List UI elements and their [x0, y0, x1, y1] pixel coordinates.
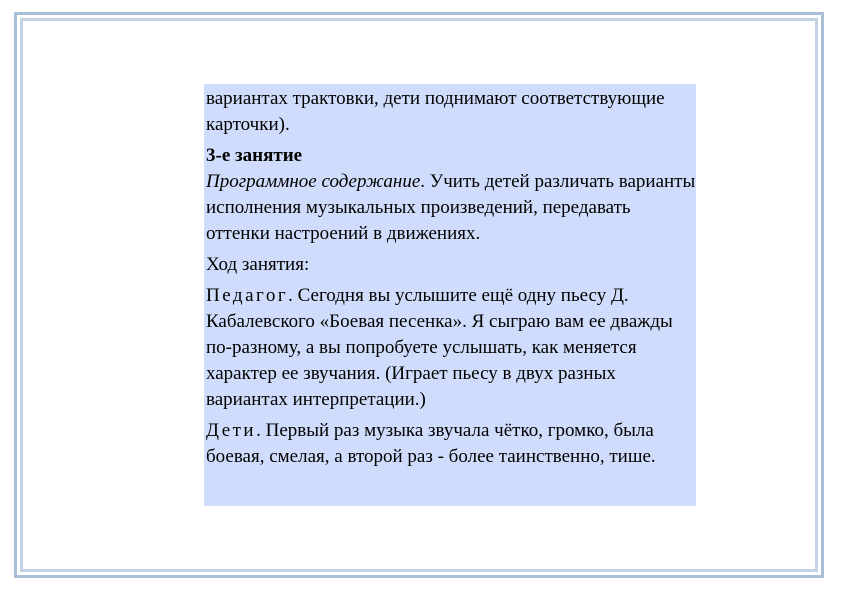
course-label: Ход занятия:: [206, 254, 310, 275]
text-block: [204, 84, 696, 506]
children-text: . Первый раз музыка звучала чётко, громко, была боевая, смелая, а второй раз - более таинственно, тише.: [206, 420, 656, 467]
program-label: Программное содержание: [206, 171, 421, 192]
paragraph-program: [206, 169, 696, 247]
teacher-label: Педагог: [206, 285, 289, 306]
paragraph-intro: вариантах трактовки, дети поднимают соответствующие карточки).: [206, 88, 665, 135]
teacher-text: . Сегодня вы услышите ещё одну пьесу Д. Кабалевского «Боевая песенка». Я сыграю вам ее дважды по-разному, а вы попробуете услышать, как меняется характер ее звучания. (Играет пьесу в двух разных вариантах интерпретации.): [206, 285, 673, 410]
children-label: Дети: [206, 420, 257, 441]
paragraph-teacher: [206, 283, 696, 413]
paragraph-children: [206, 418, 696, 470]
lesson-title: 3-е занятие: [206, 145, 303, 166]
program-text: . Учить детей различать варианты исполнения музыкальных произведений, передавать оттенки настроений в движениях.: [206, 171, 696, 244]
